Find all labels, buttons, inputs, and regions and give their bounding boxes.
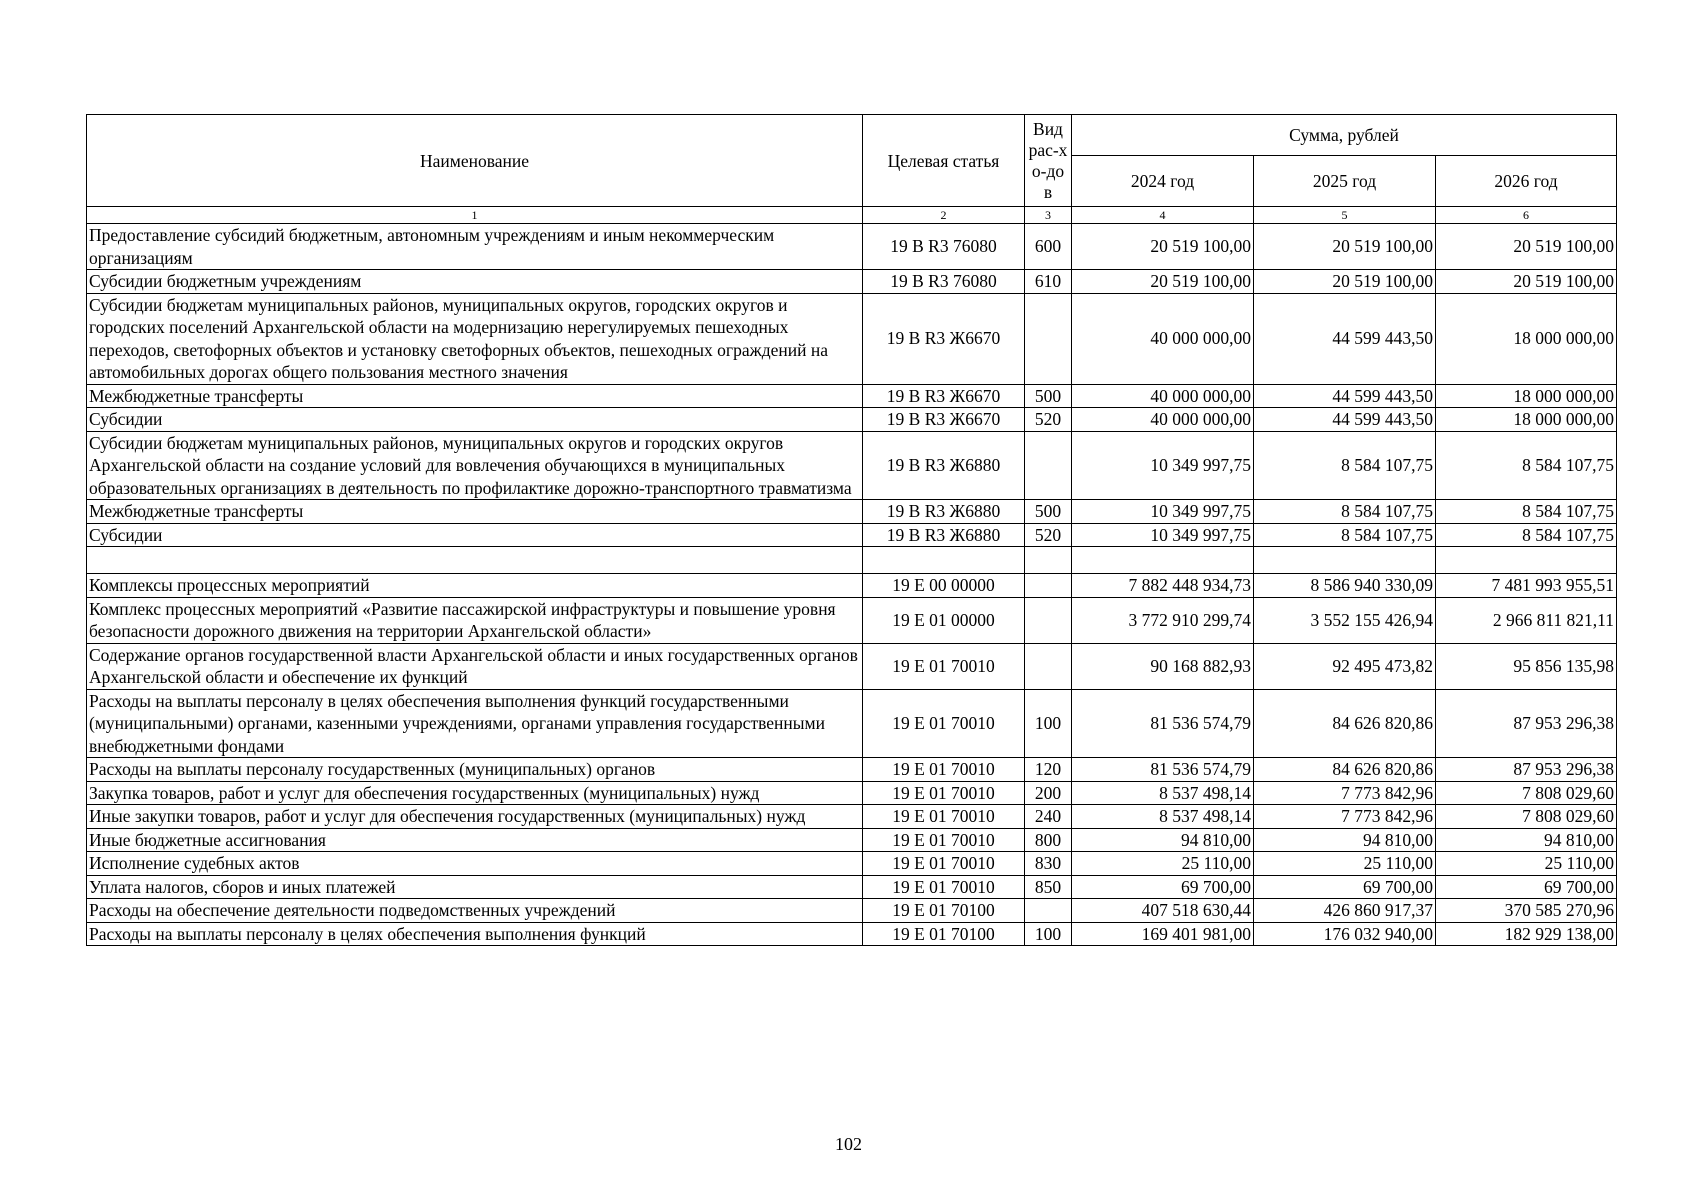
row-expense-kind: 500 <box>1025 384 1072 408</box>
row-amount-2024 <box>1072 547 1254 574</box>
row-amount-2026: 18 000 000,00 <box>1436 293 1617 384</box>
header-year-2024: 2024 год <box>1072 156 1254 207</box>
row-amount-2026: 69 700,00 <box>1436 875 1617 899</box>
row-amount-2026: 94 810,00 <box>1436 828 1617 852</box>
row-expense-kind <box>1025 899 1072 923</box>
row-name: Расходы на выплаты персоналу государственных (муниципальных) органов <box>87 758 863 782</box>
row-amount-2024: 10 349 997,75 <box>1072 500 1254 524</box>
row-amount-2024: 8 537 498,14 <box>1072 805 1254 829</box>
row-expense-kind: 850 <box>1025 875 1072 899</box>
row-amount-2024: 10 349 997,75 <box>1072 431 1254 500</box>
row-amount-2025: 25 110,00 <box>1254 852 1436 876</box>
row-name: Субсидии <box>87 523 863 547</box>
row-amount-2025: 44 599 443,50 <box>1254 408 1436 432</box>
row-amount-2024: 169 401 981,00 <box>1072 922 1254 946</box>
row-amount-2026: 7 808 029,60 <box>1436 805 1617 829</box>
row-amount-2026: 18 000 000,00 <box>1436 408 1617 432</box>
row-amount-2026: 20 519 100,00 <box>1436 224 1617 270</box>
row-name: Межбюджетные трансферты <box>87 384 863 408</box>
table-row <box>87 899 1617 923</box>
row-amount-2025: 8 584 107,75 <box>1254 523 1436 547</box>
table-row <box>87 293 1617 384</box>
table-row <box>87 922 1617 946</box>
row-expense-kind <box>1025 643 1072 689</box>
row-amount-2026: 18 000 000,00 <box>1436 384 1617 408</box>
row-name: Межбюджетные трансферты <box>87 500 863 524</box>
row-name: Расходы на выплаты персоналу в целях обеспечения выполнения функций государственными (муниципальными) органами, казенными учреждениями, органами управления государственными внебюджетными фондами <box>87 689 863 758</box>
row-target-article: 19 В R3 Ж6880 <box>863 500 1025 524</box>
row-amount-2026: 8 584 107,75 <box>1436 431 1617 500</box>
row-name: Расходы на выплаты персоналу в целях обеспечения выполнения функций <box>87 922 863 946</box>
row-amount-2024: 94 810,00 <box>1072 828 1254 852</box>
row-amount-2025: 426 860 917,37 <box>1254 899 1436 923</box>
table-row <box>87 384 1617 408</box>
row-amount-2024: 40 000 000,00 <box>1072 293 1254 384</box>
row-name: Закупка товаров, работ и услуг для обеспечения государственных (муниципальных) нужд <box>87 781 863 805</box>
row-target-article: 19 В R3 Ж6880 <box>863 523 1025 547</box>
row-amount-2025: 8 584 107,75 <box>1254 500 1436 524</box>
header-target-article-label: Целевая статья <box>887 150 1000 171</box>
row-expense-kind <box>1025 431 1072 500</box>
header-sum: Сумма, рублей <box>1072 115 1617 156</box>
row-amount-2024: 407 518 630,44 <box>1072 899 1254 923</box>
row-amount-2026: 8 584 107,75 <box>1436 523 1617 547</box>
table-row <box>87 270 1617 294</box>
row-amount-2024: 81 536 574,79 <box>1072 758 1254 782</box>
row-amount-2024: 3 772 910 299,74 <box>1072 597 1254 643</box>
row-amount-2026: 7 808 029,60 <box>1436 781 1617 805</box>
row-expense-kind <box>1025 574 1072 598</box>
row-amount-2026 <box>1436 547 1617 574</box>
row-amount-2024: 40 000 000,00 <box>1072 408 1254 432</box>
row-name: Субсидии бюджетам муниципальных районов, муниципальных округов и городских округов Архангельской области на создание условий для вовлечения обучающихся в муниципальных образовательных организациях в деятельность по профилактике дорожно-транспортного травматизма <box>87 431 863 500</box>
row-target-article: 19 Е 01 70010 <box>863 805 1025 829</box>
row-expense-kind: 610 <box>1025 270 1072 294</box>
row-expense-kind: 830 <box>1025 852 1072 876</box>
row-expense-kind: 120 <box>1025 758 1072 782</box>
table-row <box>87 547 1617 574</box>
row-target-article <box>863 547 1025 574</box>
table-row <box>87 224 1617 270</box>
row-name <box>87 547 863 574</box>
row-amount-2025: 44 599 443,50 <box>1254 293 1436 384</box>
row-expense-kind: 800 <box>1025 828 1072 852</box>
row-name: Уплата налогов, сборов и иных платежей <box>87 875 863 899</box>
table-row <box>87 574 1617 598</box>
header-year-2025: 2025 год <box>1254 156 1436 207</box>
row-expense-kind: 600 <box>1025 224 1072 270</box>
row-amount-2026: 20 519 100,00 <box>1436 270 1617 294</box>
row-target-article: 19 Е 01 00000 <box>863 597 1025 643</box>
row-amount-2025: 20 519 100,00 <box>1254 270 1436 294</box>
row-name: Иные бюджетные ассигнования <box>87 828 863 852</box>
row-target-article: 19 Е 01 70100 <box>863 899 1025 923</box>
column-number: 6 <box>1436 207 1617 224</box>
row-expense-kind <box>1025 293 1072 384</box>
row-amount-2026: 87 953 296,38 <box>1436 758 1617 782</box>
row-name: Иные закупки товаров, работ и услуг для обеспечения государственных (муниципальных) нужд <box>87 805 863 829</box>
row-amount-2025: 7 773 842,96 <box>1254 805 1436 829</box>
row-target-article: 19 Е 01 70010 <box>863 758 1025 782</box>
table-row <box>87 875 1617 899</box>
row-amount-2025: 69 700,00 <box>1254 875 1436 899</box>
row-amount-2024: 81 536 574,79 <box>1072 689 1254 758</box>
row-target-article: 19 В R3 Ж6880 <box>863 431 1025 500</box>
header-expense-kind <box>1025 115 1072 207</box>
column-number-row <box>87 207 1617 224</box>
row-amount-2025: 176 032 940,00 <box>1254 922 1436 946</box>
table-row <box>87 643 1617 689</box>
row-target-article: 19 Е 01 70010 <box>863 643 1025 689</box>
row-amount-2025: 7 773 842,96 <box>1254 781 1436 805</box>
header-target-article <box>863 115 1025 207</box>
row-amount-2026: 8 584 107,75 <box>1436 500 1617 524</box>
row-name: Комплекс процессных мероприятий «Развитие пассажирской инфраструктуры и повышение уровня безопасности дорожного движения на территории Архангельской области» <box>87 597 863 643</box>
row-expense-kind: 100 <box>1025 689 1072 758</box>
row-expense-kind: 200 <box>1025 781 1072 805</box>
header-year-2026: 2026 год <box>1436 156 1617 207</box>
row-target-article: 19 Е 01 70010 <box>863 781 1025 805</box>
row-target-article: 19 Е 01 70010 <box>863 852 1025 876</box>
page-number: 102 <box>835 1134 862 1154</box>
row-amount-2025: 84 626 820,86 <box>1254 758 1436 782</box>
row-expense-kind: 100 <box>1025 922 1072 946</box>
row-target-article: 19 Е 01 70100 <box>863 922 1025 946</box>
budget-table <box>86 114 1617 946</box>
column-number: 3 <box>1025 207 1072 224</box>
row-amount-2024: 7 882 448 934,73 <box>1072 574 1254 598</box>
row-name: Субсидии бюджетным учреждениям <box>87 270 863 294</box>
row-expense-kind: 240 <box>1025 805 1072 829</box>
row-amount-2024: 40 000 000,00 <box>1072 384 1254 408</box>
row-name: Субсидии бюджетам муниципальных районов, муниципальных округов, городских округов и городских поселений Архангельской области на модернизацию нерегулируемых пешеходных переходов, светофорных объектов и установку светофорных объектов, пешеходных ограждений на автомобильных дорогах общего пользования местного значения <box>87 293 863 384</box>
row-amount-2024: 25 110,00 <box>1072 852 1254 876</box>
row-target-article: 19 Е 01 70010 <box>863 828 1025 852</box>
row-name: Содержание органов государственной власти Архангельской области и иных государственных органов Архангельской области и обеспечение их функций <box>87 643 863 689</box>
row-amount-2026: 2 966 811 821,11 <box>1436 597 1617 643</box>
row-expense-kind: 520 <box>1025 408 1072 432</box>
table-body <box>87 224 1617 946</box>
row-target-article: 19 В R3 Ж6670 <box>863 293 1025 384</box>
table-row <box>87 805 1617 829</box>
row-name: Предоставление субсидий бюджетным, автономным учреждениям и иным некоммерческим организациям <box>87 224 863 270</box>
row-amount-2025: 8 584 107,75 <box>1254 431 1436 500</box>
row-amount-2025: 84 626 820,86 <box>1254 689 1436 758</box>
row-name: Расходы на обеспечение деятельности подведомственных учреждений <box>87 899 863 923</box>
column-number: 5 <box>1254 207 1436 224</box>
row-amount-2024: 69 700,00 <box>1072 875 1254 899</box>
column-number: 4 <box>1072 207 1254 224</box>
table-row <box>87 781 1617 805</box>
column-number: 1 <box>87 207 863 224</box>
row-amount-2025: 3 552 155 426,94 <box>1254 597 1436 643</box>
row-amount-2024: 8 537 498,14 <box>1072 781 1254 805</box>
row-amount-2025: 92 495 473,82 <box>1254 643 1436 689</box>
table-row <box>87 852 1617 876</box>
row-expense-kind <box>1025 547 1072 574</box>
row-amount-2024: 20 519 100,00 <box>1072 224 1254 270</box>
row-target-article: 19 Е 01 70010 <box>863 689 1025 758</box>
row-amount-2025 <box>1254 547 1436 574</box>
row-amount-2025: 44 599 443,50 <box>1254 384 1436 408</box>
row-target-article: 19 Е 01 70010 <box>863 875 1025 899</box>
row-amount-2026: 95 856 135,98 <box>1436 643 1617 689</box>
row-name: Комплексы процессных мероприятий <box>87 574 863 598</box>
row-amount-2025: 94 810,00 <box>1254 828 1436 852</box>
row-amount-2024: 90 168 882,93 <box>1072 643 1254 689</box>
row-expense-kind: 520 <box>1025 523 1072 547</box>
table-row <box>87 523 1617 547</box>
row-target-article: 19 В R3 76080 <box>863 270 1025 294</box>
row-amount-2025: 8 586 940 330,09 <box>1254 574 1436 598</box>
row-target-article: 19 Е 00 00000 <box>863 574 1025 598</box>
row-target-article: 19 В R3 Ж6670 <box>863 384 1025 408</box>
row-amount-2026: 182 929 138,00 <box>1436 922 1617 946</box>
row-target-article: 19 В R3 Ж6670 <box>863 408 1025 432</box>
row-amount-2026: 7 481 993 955,51 <box>1436 574 1617 598</box>
row-name: Субсидии <box>87 408 863 432</box>
row-expense-kind <box>1025 597 1072 643</box>
row-amount-2024: 20 519 100,00 <box>1072 270 1254 294</box>
column-number: 2 <box>863 207 1025 224</box>
table-row <box>87 828 1617 852</box>
row-name: Исполнение судебных актов <box>87 852 863 876</box>
row-amount-2025: 20 519 100,00 <box>1254 224 1436 270</box>
row-amount-2024: 10 349 997,75 <box>1072 523 1254 547</box>
table-row <box>87 500 1617 524</box>
row-amount-2026: 87 953 296,38 <box>1436 689 1617 758</box>
table-row <box>87 408 1617 432</box>
table-row <box>87 597 1617 643</box>
table-row <box>87 689 1617 758</box>
table-header <box>87 115 1617 224</box>
row-amount-2026: 370 585 270,96 <box>1436 899 1617 923</box>
row-amount-2026: 25 110,00 <box>1436 852 1617 876</box>
row-expense-kind: 500 <box>1025 500 1072 524</box>
row-target-article: 19 В R3 76080 <box>863 224 1025 270</box>
header-expense-kind-label: Вид рас-хо-дов <box>1028 118 1068 202</box>
table-row <box>87 431 1617 500</box>
header-name: Наименование <box>87 115 863 207</box>
table-row <box>87 758 1617 782</box>
